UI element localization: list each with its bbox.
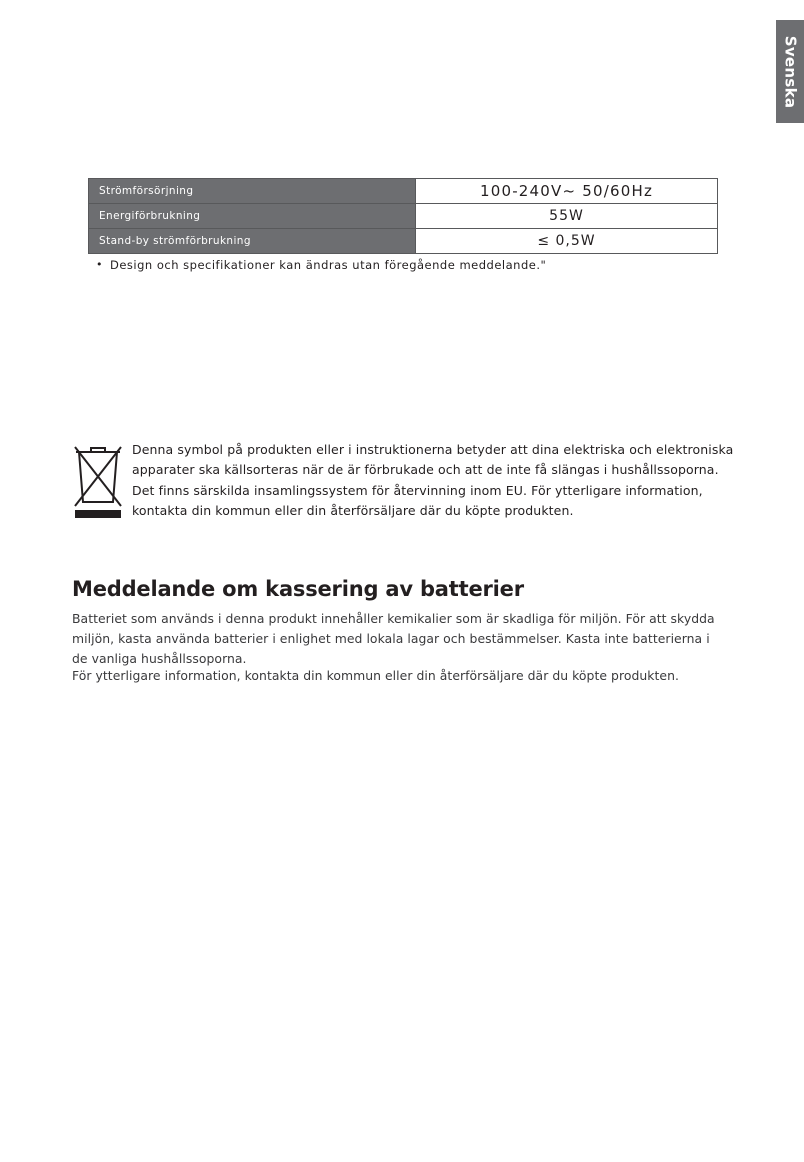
battery-paragraph-1: Batteriet som används i denna produkt innehåller kemikalier som är skadliga för miljön. För att skydda miljön, kasta använda batterier i enlighet med lokala lagar och bestämmelser. Kasta inte batterierna i de vanliga hushållssoporna. bbox=[72, 611, 715, 666]
weee-notice-text: Denna symbol på produkten eller i instruktionerna betyder att dina elektriska och elektroniska apparater ska källsorteras när de är förbrukade och att de inte få slängas i hushållssoporna. Det finns särskilda insamlingssystem för återvinning inom EU. För ytterligare information, kontakta din kommun eller din återförsäljare där du köpte produkten. bbox=[132, 442, 734, 518]
spec-value-power-consumption: 55W bbox=[416, 204, 718, 229]
design-note-text: Design och specifikationer kan ändras utan föregående meddelande." bbox=[110, 258, 547, 272]
weee-disposal-notice bbox=[72, 440, 738, 526]
specification-table bbox=[88, 178, 718, 254]
spec-value-standby-consumption: ≤ 0,5W bbox=[416, 229, 718, 254]
language-tab-label: Svenska bbox=[781, 35, 799, 108]
bullet-icon: • bbox=[96, 258, 103, 271]
table-row bbox=[89, 179, 718, 204]
spec-label-standby-consumption: Stand-by strömförbrukning bbox=[89, 229, 416, 254]
table-row bbox=[89, 229, 718, 254]
spec-value-power-supply: 100-240V~ 50/60Hz bbox=[416, 179, 718, 204]
design-note bbox=[96, 258, 756, 272]
language-tab-svenska bbox=[776, 20, 804, 123]
spec-label-power-consumption: Energiförbrukning bbox=[89, 204, 416, 229]
table-row bbox=[89, 204, 718, 229]
page-title: Meddelande om kassering av batterier bbox=[72, 577, 524, 602]
spec-label-power-supply: Strömförsörjning bbox=[89, 179, 416, 204]
battery-paragraph-2: För ytterligare information, kontakta din kommun eller din återförsäljare där du köpte produkten. bbox=[72, 668, 679, 684]
crossed-out-wheelie-bin-icon bbox=[72, 440, 132, 526]
